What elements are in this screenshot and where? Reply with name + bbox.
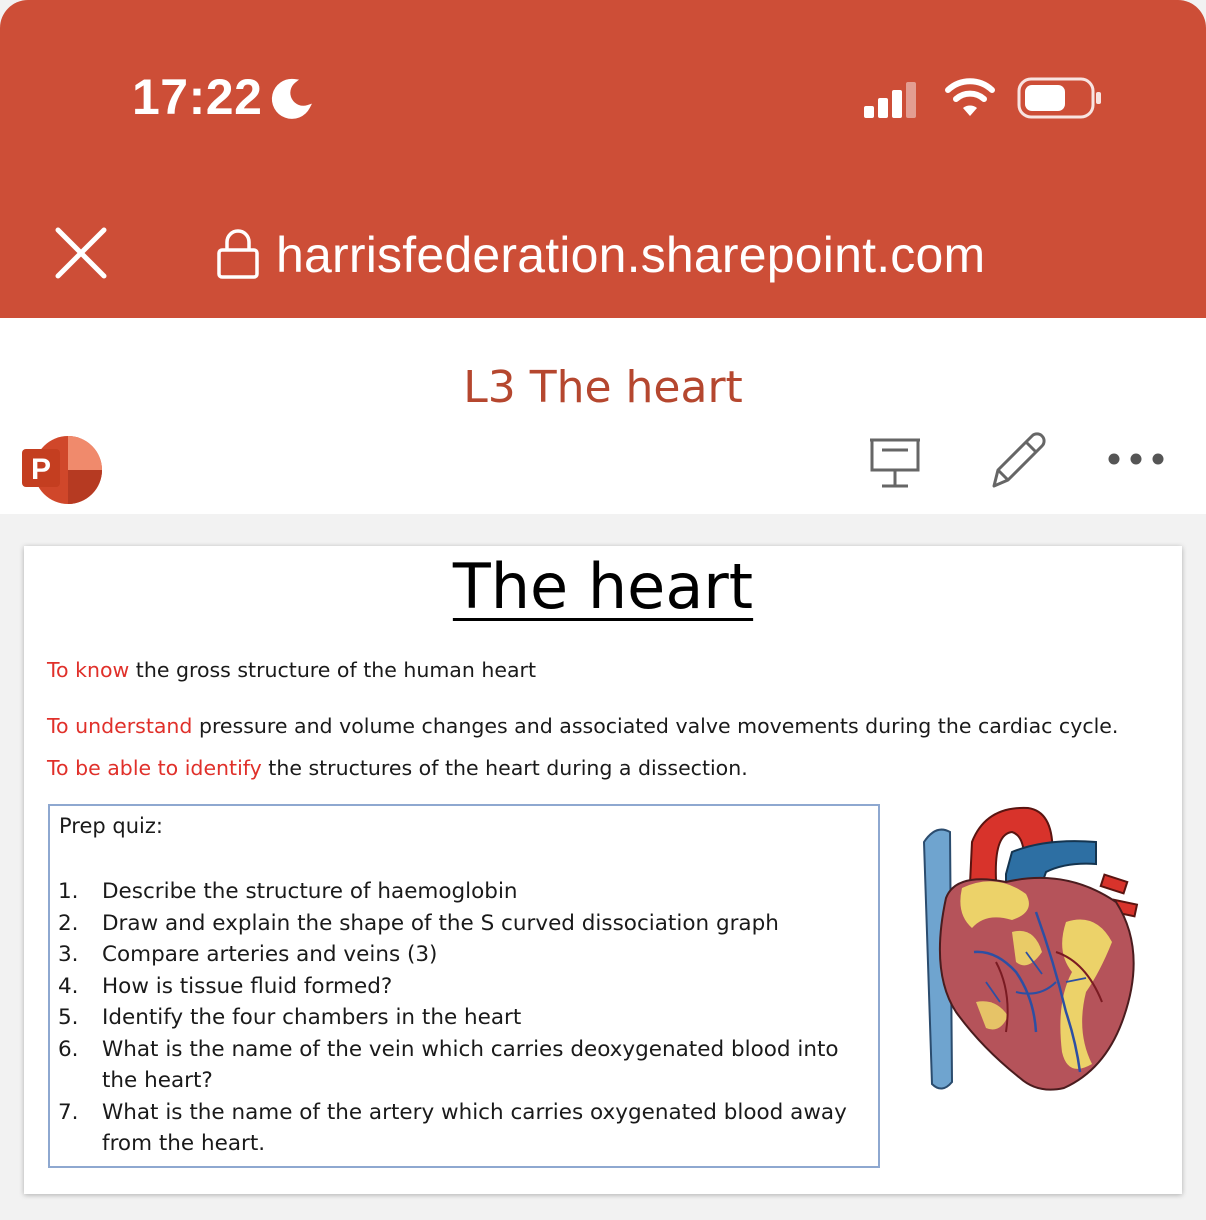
list-text: What is the name of the vein which carries deoxygenated blood into the heart?: [102, 1036, 839, 1093]
list-item: [58, 1034, 858, 1097]
url-text[interactable]: harrisfederation.sharepoint.com: [276, 227, 986, 283]
list-item: [58, 876, 858, 908]
lock-icon: [216, 228, 260, 280]
quiz-heading: Prep quiz:: [59, 814, 163, 838]
list-text: How is tissue fluid formed?: [102, 973, 393, 999]
powerpoint-icon: [18, 432, 106, 508]
list-item: [58, 1002, 858, 1034]
objective-3: [47, 756, 748, 780]
prep-quiz-box: [48, 804, 880, 1168]
list-item: [58, 1097, 858, 1160]
objective-2: [47, 714, 1118, 738]
objective-1: [47, 658, 536, 682]
list-item: [58, 939, 858, 971]
list-number: 7.: [58, 1099, 79, 1125]
document-header: [0, 318, 1206, 514]
list-number: 1.: [58, 879, 79, 904]
browser-top-bar: [0, 0, 1206, 318]
list-item: [58, 908, 858, 940]
present-button[interactable]: [866, 434, 924, 492]
objective-key: To be able to identify: [47, 756, 262, 780]
list-number: 6.: [58, 1036, 79, 1062]
objective-text: the structures of the heart during a dissection.: [261, 756, 748, 780]
quiz-list: [58, 876, 858, 1160]
status-time: 17:22: [132, 69, 263, 125]
close-button[interactable]: [52, 224, 110, 282]
moon-icon: [268, 77, 312, 121]
document-title: L3 The heart: [463, 362, 743, 413]
list-item: [58, 971, 858, 1003]
cellular-signal-icon: [864, 80, 924, 118]
heart-illustration: [916, 802, 1156, 1094]
list-number: 3.: [58, 942, 79, 967]
list-text: What is the name of the artery which carries oxygenated blood away from the heart.: [102, 1099, 847, 1156]
app-badge-letter: P: [30, 453, 52, 486]
slide-preview[interactable]: [24, 546, 1182, 1194]
objective-text: the gross structure of the human heart: [129, 658, 537, 682]
battery-icon: [1016, 76, 1104, 120]
list-number: 5.: [58, 1005, 79, 1030]
list-text: Describe the structure of haemoglobin: [102, 879, 518, 904]
objective-key: To understand: [47, 714, 193, 738]
list-text: Identify the four chambers in the heart: [102, 1005, 522, 1030]
more-options-button[interactable]: [1104, 444, 1168, 474]
list-text: Draw and explain the shape of the S curved dissociation graph: [102, 910, 779, 936]
wifi-icon: [944, 76, 996, 118]
objective-text: pressure and volume changes and associated valve movements during the cardiac cycle.: [192, 714, 1119, 738]
list-text: Compare arteries and veins (3): [102, 942, 438, 967]
list-number: 2.: [58, 910, 79, 936]
slide-title: The heart: [452, 550, 754, 623]
objective-key: To know: [47, 658, 130, 682]
edit-pencil-button[interactable]: [986, 430, 1050, 494]
list-number: 4.: [58, 973, 79, 999]
